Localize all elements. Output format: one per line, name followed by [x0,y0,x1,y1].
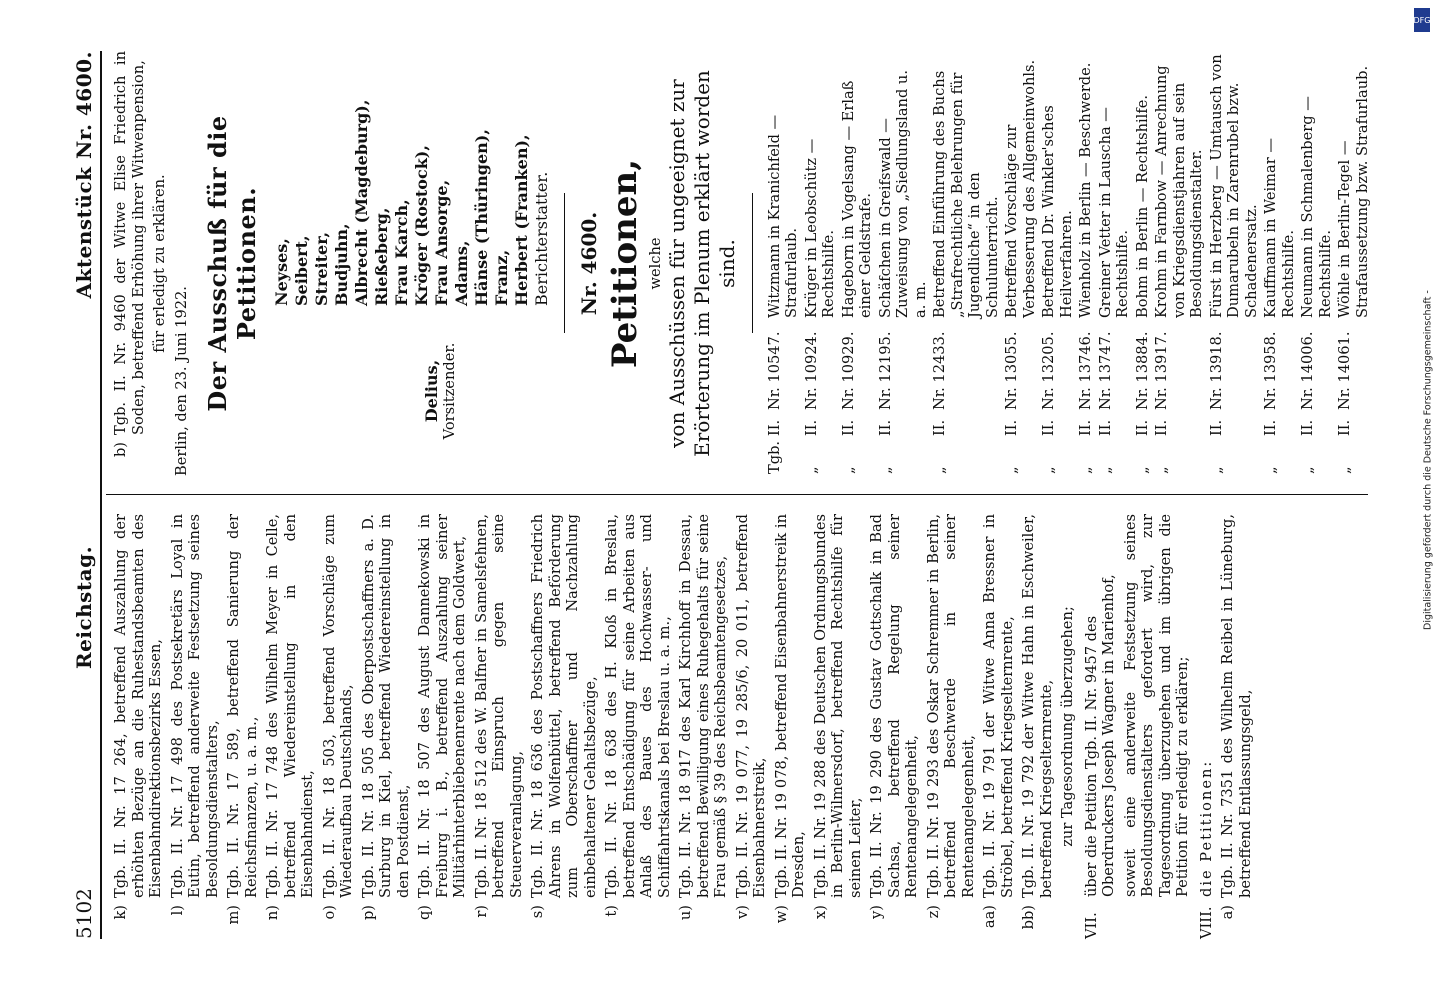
table-row [839,51,876,476]
list-item [925,514,978,939]
tgb-cell: „ [839,466,857,474]
table-row [802,51,839,476]
number-cell: Nr. 12433. [931,331,949,410]
columns [102,51,1372,939]
table-row [876,51,931,476]
entry-text: Tgb. II. Nr. 19 288 des Deutschen Ordnungsbundes in Berlin-Wilmersdorf, betreffend Rechtshilfe für seinen Leiter, [811,514,864,898]
section-vii-continuation: soweit eine anderweite Festsetzung seines Besoldungsdienstalters gefordert wird, zur Tagesordnung überzugehen und im übrigen die Petition für erledigt zu erklären; [1121,514,1191,897]
entry-label: n) [264,905,281,921]
entry-text: Tgb. II. Nr. 19 791 der Witwe Anna Bressner in Ströbel, betreffend Kriegselternrente, [981,514,1016,898]
entry-text: Tgb. II. Nr. 17 589, betreffend Sanierung der Reichsfinanzen, u. a. m., [225,514,260,898]
table-row [1076,51,1096,476]
number-cell: Nr. 13055. [1003,331,1021,410]
description-cell: Schäfchen in Greifswald — Zuweisung von „Siedlungsland u. a. m. [876,70,929,318]
list-item [773,514,808,939]
tgb-cell: „ [876,466,894,474]
entry-label: m) [225,905,242,925]
entry-text: Tgb. II. Nr. 9460 der Witwe Elise Friedrich in Soden, betreffend Erhöhung ihrer Witwenpension, [112,51,147,435]
header-title: Reichstag. [72,545,96,669]
entry-label: l) [168,905,186,916]
entry-text: Tgb. II. Nr. 17 264, betreffend Auszahlung der erhöhten Bezüge an die Ruhestandsbeamten des Eisenbahndirektionsbezirks Essen, [112,514,164,898]
number-cell: Nr. 14006. [1299,331,1317,410]
member-name: Rießeberg, [371,207,391,306]
entry-text: Tgb. II. Nr. 7351 des Wilhelm Reibel in Lüneburg, betreffend Entlassungsgeld, [1219,514,1254,898]
tgb-cell: „ [1207,466,1225,474]
document-number: Aktenstück Nr. 4600. [72,51,96,299]
closing-resolution: für erledigt zu erklären. [151,174,168,353]
chair-signature [272,306,552,476]
description-cell: Betreffend Dr. Winkler'sches Heilverfahren. [1040,105,1075,318]
page-header [70,51,102,939]
table-row [1335,51,1372,476]
entry-text: Tgb. II. Nr. 17 498 des Postsekretärs Loyal in Eutin, betreffend anderweite Festsetzung seines Besoldungsdienstalters, [168,514,221,898]
section-label: VIII. [1197,906,1215,939]
digitization-credit: Digitalisierung gefördert durch die Deutsche Forschungsgemeinschaft - [1422,290,1434,630]
tgb-cell: „ [1262,466,1280,474]
entry-label: w) [772,905,790,924]
section-label: VII. [1082,912,1100,939]
description-cell: Kauffmann in Weimar — Rechtshilfe. [1262,138,1297,318]
member-name: Frau Ansorge, [431,179,451,306]
roman-cell: II. [839,419,857,436]
number-cell: Nr. 12195. [876,331,894,410]
number-cell: Nr. 14061. [1336,331,1354,410]
entry-label: p) [359,905,377,921]
scanned-page [52,25,1382,965]
roman-cell: II. [1003,419,1021,436]
list-item [1020,514,1055,939]
entry-label: q) [416,905,433,921]
page-number: 5102 [72,888,96,939]
number-cell: Nr. 13958. [1262,331,1280,410]
entry-text: Tgb. II. Nr. 18 503, betreffend Vorschläge zum Wiederaufbau Deutschlands, [320,514,355,898]
tgb-cell: „ [1299,466,1317,474]
column-divider [106,494,1368,495]
tgb-cell: „ [1133,466,1151,474]
entry-label: u) [677,905,694,921]
entry-text: Tgb. II. Nr. 18 507 des August Dannekowski in Freiburg i. B., betreffend Auszahlung seiner Militärhinterbliebenenrente nach dem Goldwert, [416,514,468,898]
entry-text: Tgb. II. Nr. 19 077, 19 285/6, 20 011, betreffend Eisenbahnerstreik, [733,514,768,898]
member-name: Seibert, [291,235,311,306]
tgb-cell: „ [802,466,820,474]
roman-cell: II. [1077,419,1095,436]
table-row [765,51,802,476]
description-cell: Wienholz in Berlin — Beschwerde. [1077,62,1095,318]
roman-cell: II. [1207,419,1225,436]
number-cell: Nr. 13918. [1207,331,1225,410]
entry-text: Tgb. II. Nr. 18 638 des H. Kloß in Breslau, betreffend Entschädigung für seine Arbeiten aus Anlaß des Baues des Hochwasser- und Schiffahrtskanals bei Breslau u. a. m., [603,514,673,898]
table-row [1096,51,1133,476]
table-row [930,51,1002,476]
member-name: Franz, [491,249,511,306]
petitions-table-body [765,51,1373,476]
welche-line: welche [647,237,665,290]
entry-label: y) [868,905,885,919]
member-name: Herbert (Franken), [511,134,531,306]
table-row [1039,51,1076,476]
roman-cell: II. [1299,419,1317,436]
description-cell: Fürst in Herzberg — Umtausch von Dumarubeln in Zarenrubel bzw. Schadenersatz. [1207,54,1260,318]
list-item [473,514,526,939]
member-name: Neyses, [271,238,291,306]
tgb-cell: „ [1003,466,1021,474]
roman-cell: II. [876,419,894,436]
table-row [1152,51,1207,476]
description-cell: Greiner Vetter in Lauscha — Rechtshilfe. [1096,107,1132,318]
section-text: über die Petition Tgb. II. Nr. 9457 des Oberdruckers Joseph Wagner in Marienhof, [1082,574,1117,897]
tgb-cell: „ [1096,466,1114,474]
roman-cell: II. [1336,419,1354,436]
member-name: Kröger (Rostock), [411,145,431,306]
member-name: Streiter, [311,231,331,306]
list-item [169,514,222,939]
member-list [272,51,552,306]
member-name: Hänse (Thüringen), [471,129,491,306]
roman-cell: II. [802,419,820,436]
entry-text: Tgb. II. Nr. 19 078, betreffend Eisenbahnerstreik in Dresden, [772,514,807,898]
divider [752,194,753,334]
roman-cell: II. [1262,419,1280,436]
section-text: die Petitionen: [1197,759,1215,897]
entry-label: v) [733,905,751,919]
member-name: Albrecht (Magdeburg), [351,99,371,306]
member-name: Budjuhn, [331,223,351,306]
list-item [321,514,356,939]
description-cell: Krüger in Leobschütz — Rechtshilfe. [802,138,838,318]
entry-label: aa) [981,905,998,929]
list-item [529,514,599,939]
list-item [416,514,469,939]
entry-text: Tgb. II. Nr. 19 290 des Gustav Gottschalk in Bad Sachsa, betreffend Regelung seiner Rentenangelegenheit, [868,514,920,898]
entry-text: Tgb. II. Nr. 18 505 des Oberpostschaffners a. D. Surburg in Kiel, betreffend Wiedereinstellung in den Postdienst, [359,514,412,898]
list-item [360,514,413,939]
number-cell: Nr. 10929. [839,331,857,410]
member-name: Adams, [451,240,471,306]
number-cell: Nr. 13884. [1133,331,1151,410]
list-item [812,514,865,939]
entry-label: x) [811,905,829,919]
entry-label: bb) [1020,905,1037,930]
chair-title: Vorsitzender. [440,342,458,440]
section-viii [1198,514,1216,939]
table-row [1298,51,1335,476]
member-role: Berichterstatter. [531,171,551,306]
entry-label: r) [472,905,490,918]
number-cell: Nr. 13917. [1153,331,1171,410]
roman-cell: II. [1040,419,1058,436]
number-cell: Nr. 13746. [1077,331,1095,410]
entry-text: Tgb. II. Nr. 17 748 des Wilhelm Meyer in Celle, betreffend Wiedereinstellung in den Eisenbahndienst, [264,514,316,898]
roman-cell: II. [1153,419,1171,436]
entry-text: Tgb. II. Nr. 19 792 der Witwe Hahn in Eschweiler, betreffend Kriegselternrente, [1020,514,1055,898]
list-item [225,514,260,939]
tgb-cell: „ [931,466,949,474]
entry-text: Tgb. II. Nr. 18 636 des Postschaffners Friedrich Ahrens in Wolfenbüttel, betreffend Beförderung zum Oberschaffner und Nachzahlung einbehaltener Gehaltsbezüge, [529,514,599,898]
entry-label: a) [1219,905,1236,920]
description-cell: Neumann in Schmalenberg — Rechtshilfe. [1299,96,1334,318]
description-cell: Wöhle in Berlin-Tegel — Strafaussetzung bzw. Strafurlaub. [1336,65,1371,318]
list-item [264,514,317,939]
nr-heading: Nr. 4600. [576,211,601,316]
right-column [112,51,1372,476]
committee-heading: Der Ausschuß für die Petitionen. [203,115,261,412]
left-column [112,514,1258,939]
table-row [1207,51,1262,476]
list-item [603,514,673,939]
list-item [981,514,1016,939]
date-line: Berlin, den 23. Juni 1922. [172,286,190,476]
list-item [677,514,730,939]
entry-text: Tgb. II. Nr. 19 293 des Oskar Schremmer in Berlin, betreffend Beschwerde in seiner Rentenangelegenheit, [924,514,977,898]
member-name: Frau Karch, [391,199,411,306]
left-entries [112,514,1055,939]
description-cell: Krohm in Farnbow — Anrechnung von Kriegsdienstjahren auf sein Besoldungsdienstalter. [1153,65,1206,318]
tgb-cell: „ [1040,466,1058,474]
petitions-title: Petitionen, [604,158,645,369]
list-item [1219,514,1254,939]
list-item [112,51,147,476]
description-cell: Bohm in Berlin — Rechtshilfe. [1133,95,1151,318]
tgb-cell: „ [1153,466,1171,474]
number-cell: Nr. 13205. [1040,331,1058,410]
entry-label: t) [603,905,620,917]
entry-text: Tgb. II. Nr. 18 917 des Karl Kirchhoff in Dessau, betreffend Bewilligung eines Ruhegehalts für seine Frau gemäß § 39 des Reichsbeamtengesetzes, [677,514,729,898]
table-row [1133,51,1153,476]
description-cell: Witzmann in Kranichfeld — Strafurlaub. [765,114,801,318]
table-row [1002,51,1039,476]
entry-text: Tgb. II. Nr. 18 512 des W. Balfner in Samelsfehnen, betreffend Einspruch gegen seine Steuerveranlagung, [472,514,525,898]
roman-cell: II. [1096,419,1114,436]
entry-label: z) [924,905,942,919]
description-cell: Betreffend Einführung des Buchs „Strafrechtliche Belehrungen für Jugendliche“ in den Schulunterricht. [931,70,1001,318]
entry-label: o) [320,905,338,920]
roman-cell: II. [1133,419,1151,436]
number-cell: Nr. 13747. [1096,331,1114,410]
divider [564,194,565,334]
petitions-table [765,51,1373,476]
entry-label: s) [529,905,546,919]
tgb-cell: „ [1336,466,1354,474]
entry-label: b) [112,442,129,458]
table-row [1261,51,1298,476]
number-cell: Nr. 10924. [802,331,820,410]
closing-resolution: zur Tagesordnung überzugehen; [1059,606,1076,847]
description-cell: Hageborn in Vogelsang — Erlaß einer Geldstrafe. [839,80,875,318]
list-item [112,514,165,939]
chair-name: Delius, [421,359,441,423]
tgb-cell: „ [1077,466,1095,474]
intro-text: von Ausschüssen für ungeeignet zur Erörterung im Plenum erklärt worden sind. [664,70,739,457]
dfg-logo-icon: DFG [1414,8,1430,32]
section-vii [1083,514,1118,939]
description-cell: Betreffend Vorschläge zur Verbesserung des Allgemeinwohls. [1003,59,1038,318]
number-cell: Nr. 10547. [765,331,783,410]
list-item [734,514,769,939]
signatures [272,51,552,476]
list-item [868,514,921,939]
roman-cell: II. [931,419,949,436]
tgb-cell: Tgb. [765,440,783,474]
roman-cell: II. [765,419,783,436]
entry-label: k) [112,905,129,920]
